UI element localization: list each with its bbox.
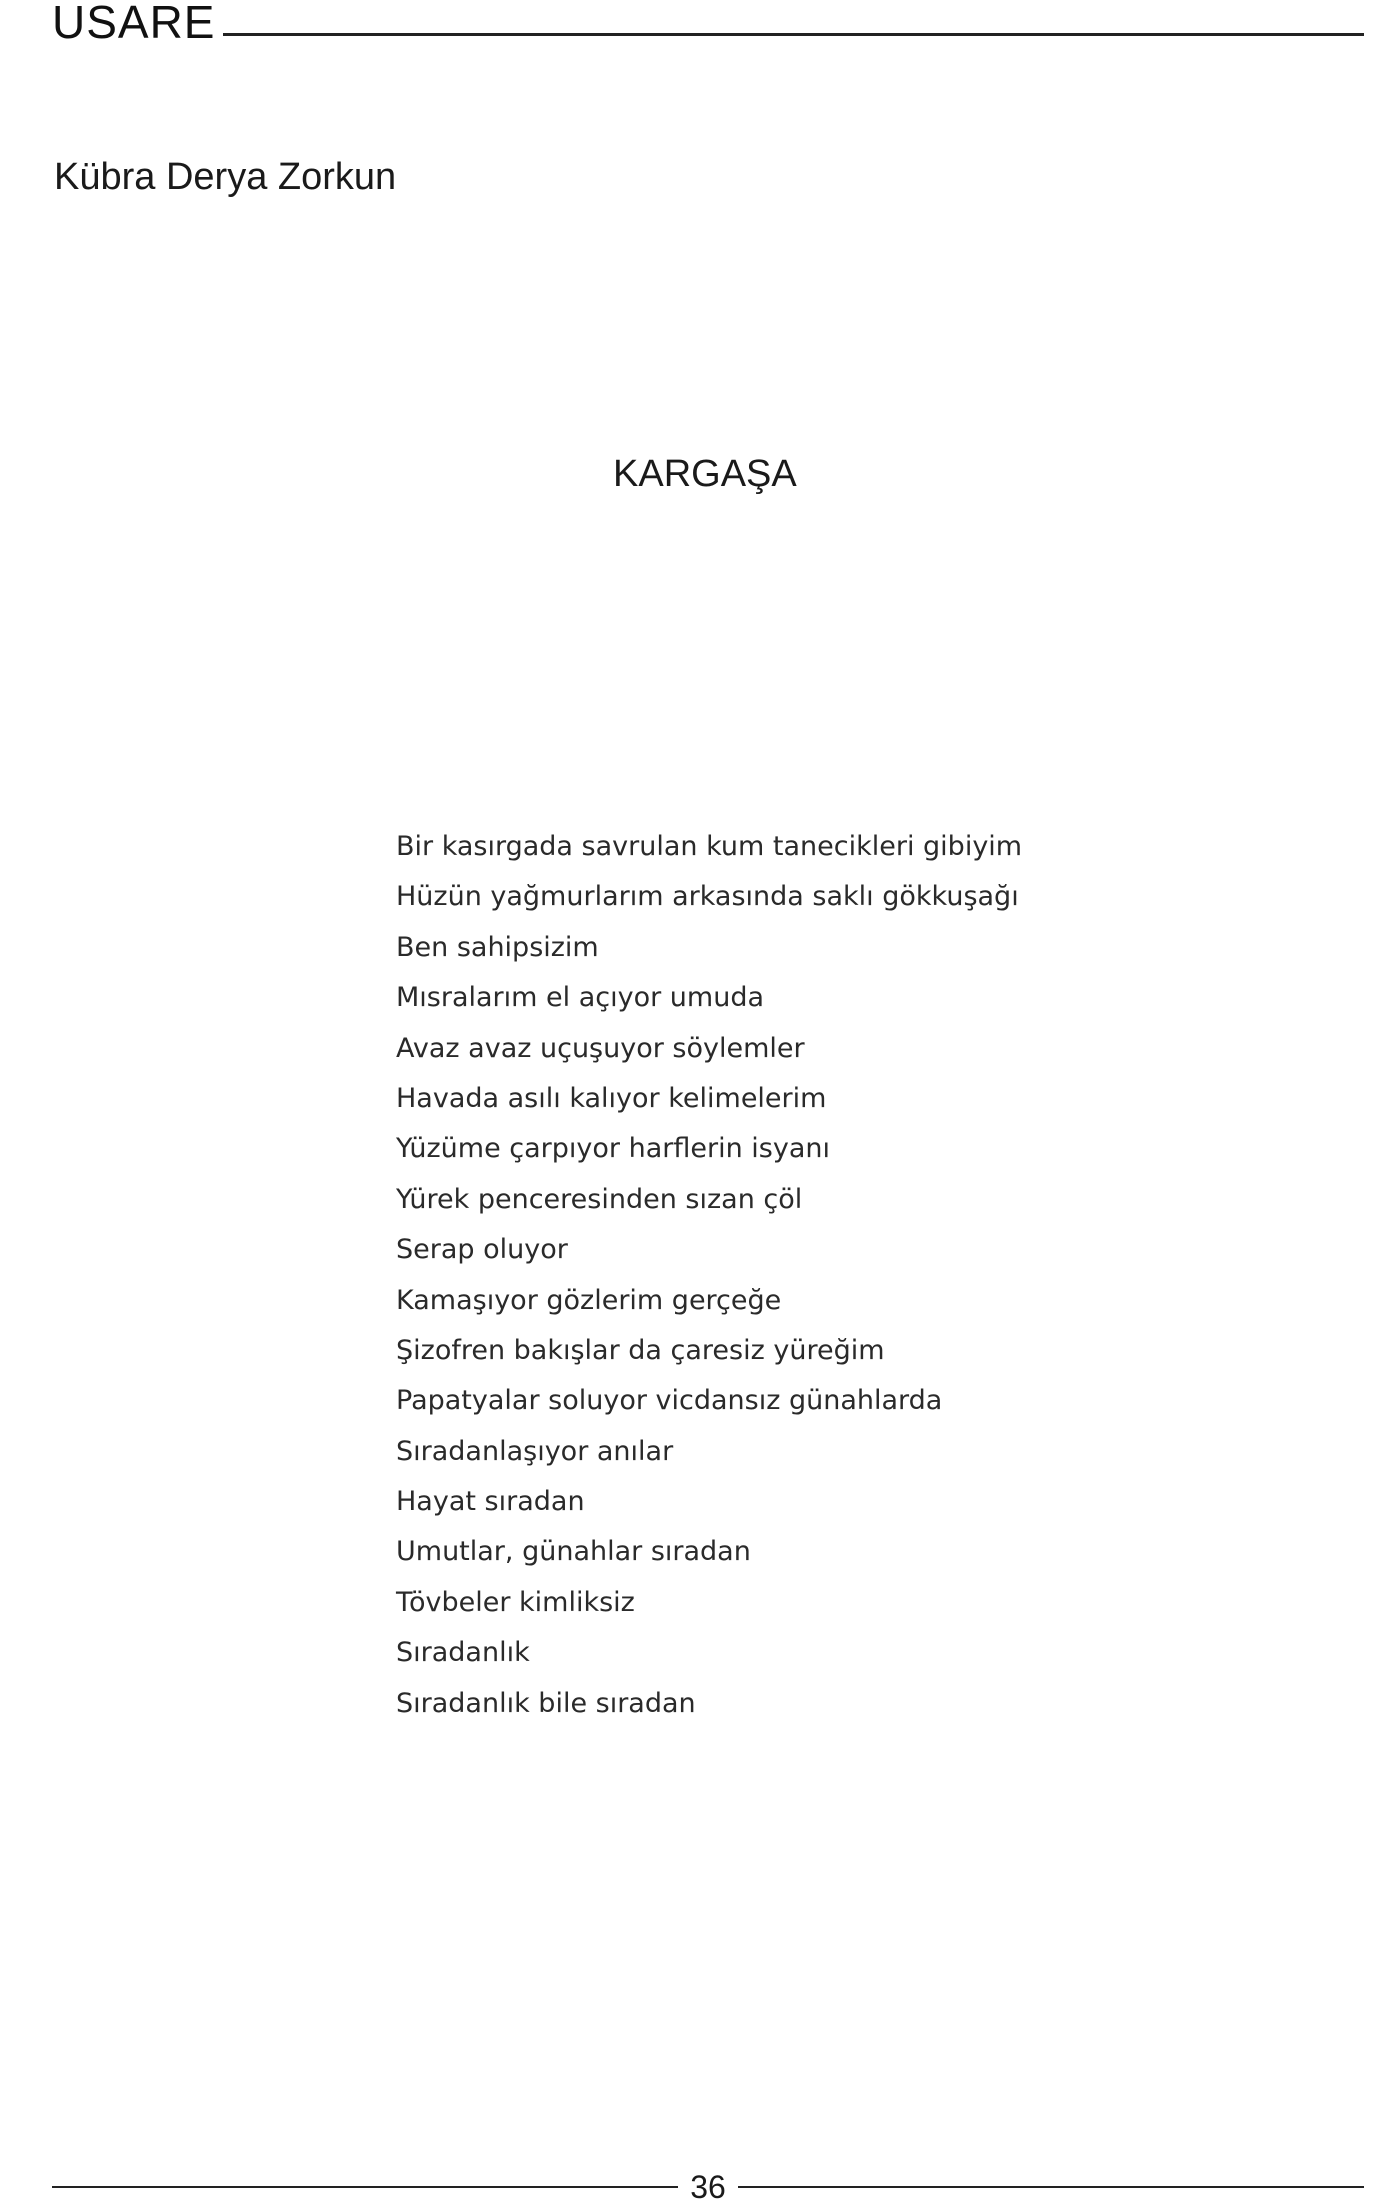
author-name: Kübra Derya Zorkun bbox=[54, 156, 397, 198]
footer-rule-right bbox=[738, 2186, 1364, 2188]
journal-name: USARE bbox=[52, 4, 216, 40]
page-header bbox=[52, 0, 1364, 40]
poem-line: Mısralarım el açıyor umuda bbox=[396, 982, 765, 1014]
poem-line: Tövbeler kimliksiz bbox=[396, 1586, 635, 1618]
header-rule bbox=[223, 33, 1364, 36]
poem-line: Avaz avaz uçuşuyor söylemler bbox=[396, 1032, 805, 1064]
poem-line: Yürek penceresinden sızan çöl bbox=[396, 1183, 803, 1215]
poem-line: Hüzün yağmurlarım arkasında saklı gökkuşağı bbox=[396, 881, 1019, 913]
poem-line: Şizofren bakışlar da çaresiz yüreğim bbox=[396, 1334, 885, 1366]
page-number: 36 bbox=[690, 2169, 726, 2205]
poem-line: Yüzüme çarpıyor harflerin isyanı bbox=[396, 1133, 830, 1165]
poem-line: Sıradanlık bile sıradan bbox=[396, 1687, 696, 1719]
poem-title: KARGAŞA bbox=[613, 453, 797, 495]
poem-line: Umutlar, günahlar sıradan bbox=[396, 1536, 751, 1568]
poem-line: Havada asılı kalıyor kelimelerim bbox=[396, 1082, 827, 1114]
footer-rule-left bbox=[52, 2186, 678, 2188]
poem-line: Serap oluyor bbox=[396, 1234, 568, 1266]
poem-line: Ben sahipsizim bbox=[396, 931, 599, 963]
poem-line: Kamaşıyor gözlerim gerçeğe bbox=[396, 1284, 782, 1316]
poem-line: Sıradanlık bbox=[396, 1637, 530, 1669]
poem-line: Bir kasırgada savrulan kum tanecikleri gibiyim bbox=[396, 831, 1023, 862]
poem-line: Papatyalar soluyor vicdansız günahlarda bbox=[396, 1385, 943, 1417]
poem-body bbox=[396, 822, 1022, 1729]
page-footer bbox=[52, 2170, 1364, 2204]
poem-line: Sıradanlaşıyor anılar bbox=[396, 1435, 674, 1467]
poem-line: Hayat sıradan bbox=[396, 1486, 585, 1518]
